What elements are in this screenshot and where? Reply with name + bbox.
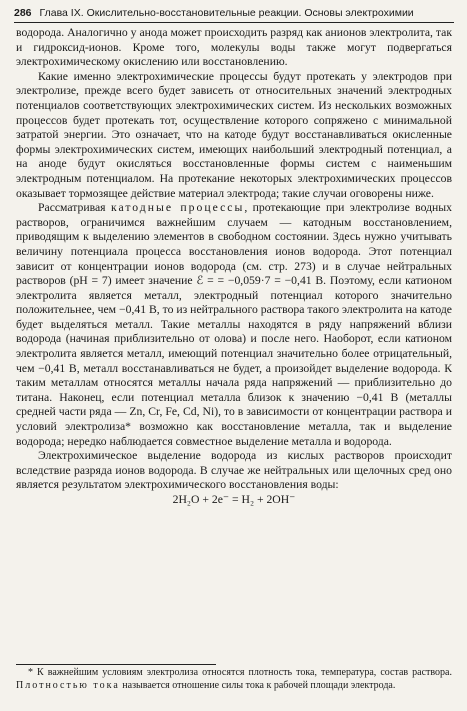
footnote-lead: * К важнейшим условиям электролиза относятся плотность тока, температура, состав раствора.	[28, 667, 452, 678]
body-text	[16, 26, 452, 508]
paragraph-3-lead: Рассматривая	[38, 201, 111, 215]
footnote	[16, 667, 452, 692]
emphasis-cathode-processes: катодные процессы	[110, 201, 245, 215]
running-title: Глава IX. Окислительно-восстановительные реакции. Основы электрохимии	[39, 7, 414, 19]
page-number: 286	[14, 7, 32, 19]
paragraph-3-rest: , протекающие при электролизе водных растворов, ограничимся важнейшим случаем — катодным восстановлением, приводящим к выделению элементов в свободном состоянии. Здесь нужно учитывать величину потенциала процесса восстановления ионов водорода. Этот потенциал зависит от концентрации ионов водорода (см. стр. 273) и в случае нейтральных растворов (pH = 7) имеет значение ℰ = = −0,059·7 = −0,41 В. Поэтому, если катионом электролита является металл, электродный потенциал которого значительно положительнее, чем −0,41 В, то из нейтрального раствора такого электролита на катоде будет выделяться металл. Такие металлы находятся в ряду напряжений вблизи водорода (начиная приблизительно от олова) и после него. Наоборот, если катионом электролита является металл, имеющий потенциал значительно более отрицательный, чем −0,41 В, металл восстанавливаться не будет, а произойдет выделение водорода. К таким металлам относятся металлы начала ряда напряжений — приблизительно до титана. Наконец, если потенциал металла близок к значению −0,41 В (металлы средней части ряда — Zn, Cr, Fe, Cd, Ni), то в зависимости от концентрации раствора и условий электролиза* возможно как восстановление металла, так и выделение водорода; нередко наблюдается совместное выделение металла и водорода.	[16, 201, 452, 448]
footnote-rest: называется отношение силы тока к рабочей площади электрода.	[119, 679, 396, 691]
paragraph-1: водорода. Аналогично у анода может происходить разряд как анионов электролита, так и гидроксид-ионов. Кроме того, молекулы воды также могут подвергаться электрохимическому окислению или восстановлению.	[16, 26, 452, 69]
paragraph-4: Электрохимическое выделение водорода из кислых растворов происходит вследствие разряда ионов водорода. В случае же нейтральных или щелочных сред оно является результатом электрохимического восстановления воды:	[16, 449, 452, 492]
header-rule	[14, 22, 454, 23]
paragraph-2: Какие именно электрохимические процессы будут протекать у электродов при электролизе, прежде всего будет зависеть от относительных значений электродных потенциалов соответствующих электрохимических систем. Из нескольких возможных процессов будет протекать тот, осуществление которого сопряжено с минимальной затратой энергии. Это означает, что на катоде будут восстанавливаться окисленные формы электрохимических систем, имеющих наибольший электродный потенциал, а на аноде будут окисляться восстановленные формы систем с наименьшим электродным потенциалом. На протекание некоторых электрохимических процессов оказывает тормозящее действие материал электрода; такие случаи оговорены ниже.	[16, 69, 452, 200]
emphasis-current-density: Плотностью тока	[16, 679, 120, 691]
footnote-rule	[16, 664, 216, 665]
running-header	[14, 5, 454, 21]
paragraph-3	[16, 201, 452, 449]
equation: 2H₂O + 2e⁻ = H₂ + 2OH⁻	[172, 493, 296, 506]
